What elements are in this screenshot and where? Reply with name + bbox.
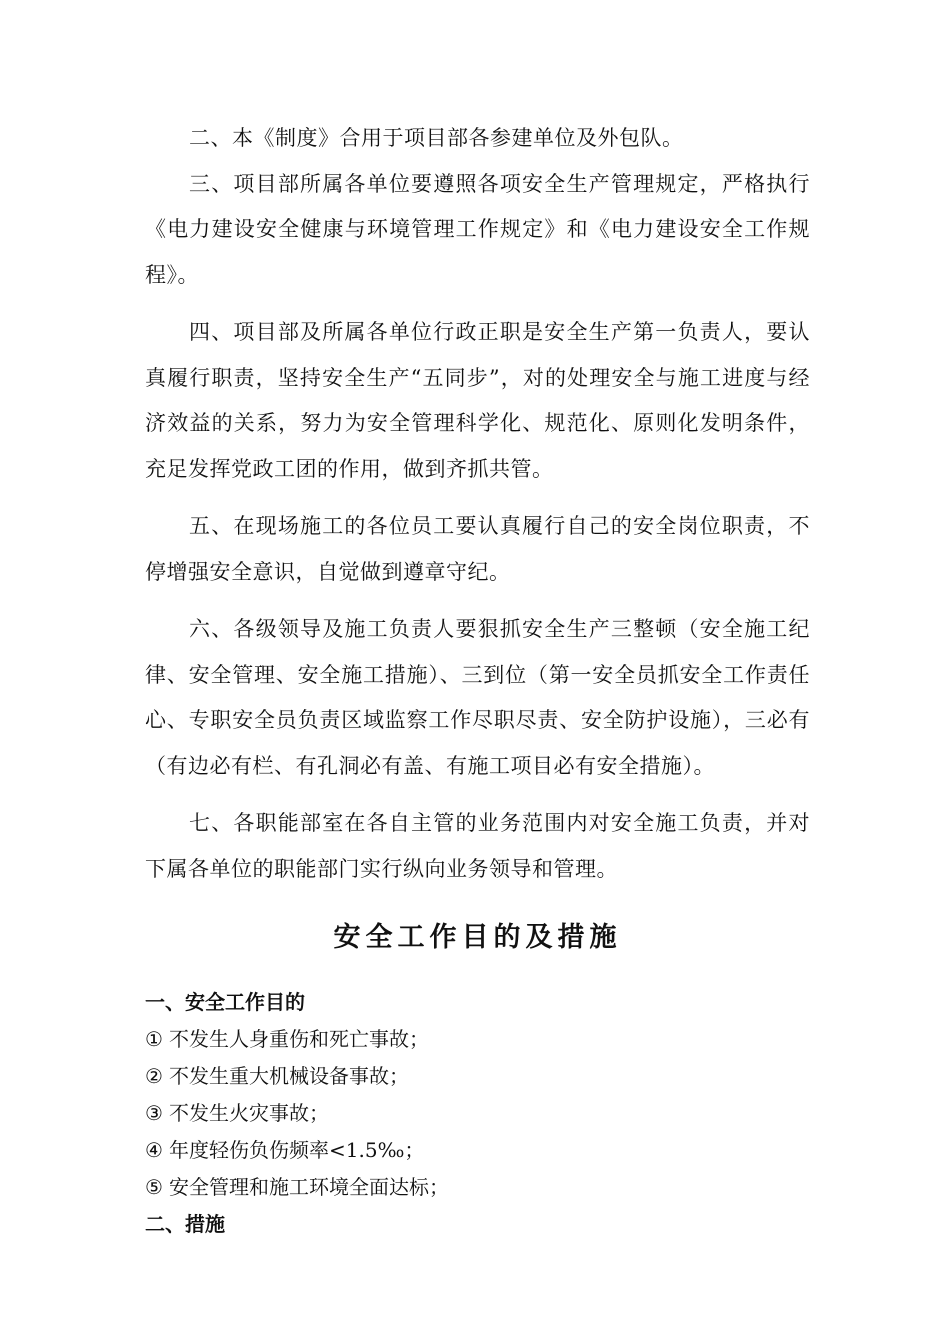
paragraph-6: 六、各级领导及施工负责人要狠抓安全生产三整顿（安全施工纪律、安全管理、安全施工措施）、三到位（第一安全员抓安全工作责任心、专职安全员负责区域监察工作尽职尽责、安全防护设施），三必有（有边必有栏、有孔洞必有盖、有施工项目必有安全措施）。 <box>145 617 810 778</box>
goal-number: ① <box>145 1027 163 1051</box>
goal-number: ⑤ <box>145 1175 163 1199</box>
goals-heading: 一、安全工作目的 <box>145 990 305 1014</box>
goal-item <box>145 1021 810 1058</box>
goal-number: ④ <box>145 1138 163 1162</box>
goal-text: 安全管理和施工环境全面达标； <box>169 1175 449 1199</box>
paragraph-7: 七、各职能部室在各自主管的业务范围内对安全施工负责，并对下属各单位的职能部门实行纵向业务领导和管理。 <box>145 811 810 881</box>
paragraph-5: 五、在现场施工的各位员工要认真履行自己的安全岗位职责，不停增强安全意识，自觉做到遵章守纪。 <box>145 514 810 584</box>
paragraph-2: 二、本《制度》合用于项目部各参建单位及外包队。 <box>189 126 684 150</box>
goal-text: 不发生重大机械设备事故； <box>169 1064 409 1088</box>
paragraph-4: 四、项目部及所属各单位行政正职是安全生产第一负责人，要认真履行职责，坚持安全生产“五同步”，对的处理安全与施工进度与经济效益的关系，努力为安全管理科学化、规范化、原则化发明条件，充足发挥党政工团的作用，做到齐抓共管。 <box>145 320 810 481</box>
goal-item <box>145 1169 810 1206</box>
goal-text: 不发生火灾事故； <box>169 1101 329 1125</box>
goal-text: 年度轻伤负伤频率<1.5‰； <box>169 1138 425 1162</box>
paragraph-3: 三、项目部所属各单位要遵照各项安全生产管理规定，严格执行《电力建设安全健康与环境管理工作规定》和《电力建设安全工作规程》。 <box>145 171 810 287</box>
measures-heading: 二、措施 <box>145 1212 225 1236</box>
goal-item <box>145 1132 810 1169</box>
goal-item <box>145 1058 810 1095</box>
section-title: 安全工作目的及措施 <box>333 922 622 953</box>
document-page <box>145 116 810 1243</box>
goal-number: ② <box>145 1064 163 1088</box>
goal-text: 不发生人身重伤和死亡事故； <box>169 1027 429 1051</box>
goal-item <box>145 1095 810 1132</box>
goal-number: ③ <box>145 1101 163 1125</box>
